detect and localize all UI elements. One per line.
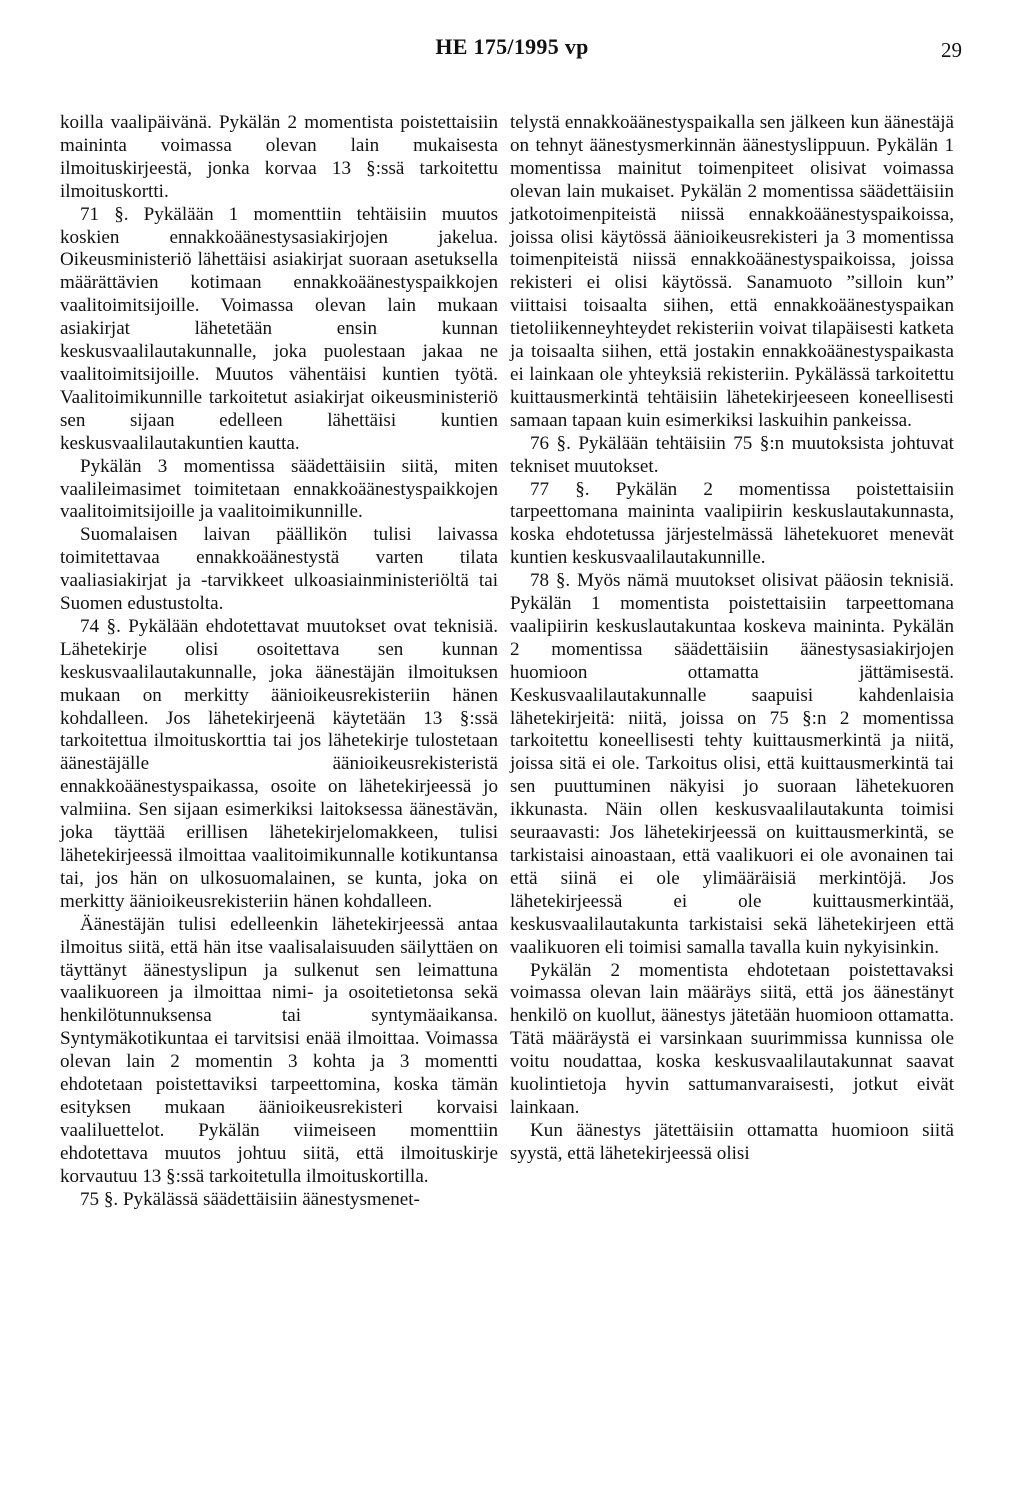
paragraph: 74 §. Pykälään ehdotettavat muutokset ovat teknisiä. Lähetekirje olisi osoitettava sen kunnan keskusvaalilautakunnalle, joka äänestäjän ilmoituksen mukaan on merkitty äänioikeusrekisteriin hänen kohdalleen. Jos lähetekirjeenä käytetään 13 §:ssä tarkoitettua ilmoituskorttia tai jos lähetekirje tulostetaan äänestäjälle äänioikeusrekisteristä ennakkoäänestyspaikassa, osoite on lähetekirjeessä jo valmiina. Sen sijaan esimerkiksi laitoksessa äänestävän, joka täyttää erillisen lähetekirjelomakkeen, tulisi lähetekirjeessä ilmoittaa vaalitoimikunnalle kotikuntansa tai, jos hän on ulkosuomalainen, se kunta, joka on merkitty äänioikeusrekisteriin hänen kohdalleen. [60, 615, 498, 912]
document-id: HE 175/1995 vp [435, 34, 589, 59]
paragraph: Pykälän 3 momentissa säädettäisiin siitä, miten vaalileimasimet toimitetaan ennakkoäänestyspaikkojen vaalitoimitsijoille ja vaalitoimikunnille. [60, 455, 498, 523]
page-header [0, 34, 1024, 64]
paragraph: Kun äänestys jätettäisiin ottamatta huomioon siitä syystä, että lähetekirjeessä olisi [510, 1119, 954, 1164]
paragraph: 75 §. Pykälässä säädettäisiin äänestysmenet- [80, 1188, 420, 1210]
page-number: 29 [941, 38, 962, 62]
paragraph: koilla vaalipäivänä. Pykälän 2 momentista poistettaisiin maininta voimassa olevan lain mukaisesta ilmoituskirjeestä, jonka korvaa 13 §:ssä tarkoitettu ilmoituskortti. [60, 112, 498, 202]
paragraph: telystä ennakkoäänestyspaikalla sen jälkeen kun äänestäjä on tehnyt äänestysmerkinnän äänestyslippuun. Pykälän 1 momentissa mainitut toimenpiteet olisivat voimassa olevan lain mukaiset. Pykälän 2 momentissa säädettäisiin jatkotoimenpiteistä niissä ennakkoäänestyspaikoissa, joissa olisi käytössä äänioikeusrekisteri ja 3 momentissa toimenpiteistä niissä ennakkoäänestyspaikoissa, joissa rekisteri ei olisi käytössä. Sanamuoto ”silloin kun” viittaisi toisaalta siihen, että ennakkoäänestyspaikan tietoliikenneyhteydet rekisteriin voivat tilapäisesti katketa ja toisaalta siihen, että jostakin ennakkoäänestyspaikasta ei lainkaan ole yhteyksiä rekisteriin. Pykälässä tarkoitettu kuittausmerkintä tehtäisiin lähetekirjeeseen koneellisesti samaan tapaan kuin esimerkiksi laskuihin pankeissa. [510, 112, 954, 431]
right-column [510, 112, 954, 1166]
paragraph: 76 §. Pykälään tehtäisiin 75 §:n muutoksista johtuvat tekniset muutokset. [510, 432, 954, 477]
paragraph: Äänestäjän tulisi edelleenkin lähetekirjeessä antaa ilmoitus siitä, että hän itse vaalisalaisuuden säilyttäen on täyttänyt äänestyslipun ja sulkenut sen leimattuna vaalikuoreen ja ilmoittaa nimi- ja osoitetietonsa sekä henkilötunnuksensa tai syntymäaikansa. Syntymäkotikuntaa ei tarvitsisi enää ilmoittaa. Voimassa olevan lain 2 momentin 3 kohta ja 3 momentti ehdotetaan poistettaviksi tarpeettomina, koska tämän esityksen mukaan äänioikeusrekisteri korvaisi vaaliluettelot. Pykälän viimeiseen momenttiin ehdotettava muutos johtuu siitä, että ilmoituskirje korvautuu 13 §:ssä tarkoitetulla ilmoituskortilla. [60, 913, 498, 1187]
paragraph: 71 §. Pykälään 1 momenttiin tehtäisiin muutos koskien ennakkoäänestysasiakirjojen jakelua. Oikeusministeriö lähettäisi asiakirjat suoraan asetuksella määrättävien kotimaan ennakkoäänestyspaikkojen vaalitoimitsijoille. Voimassa olevan lain mukaan asiakirjat lähetetään ensin kunnan keskusvaalilautakunnalle, joka puolestaan jakaa ne vaalitoimitsijoille. Muutos vähentäisi kuntien työtä. Vaalitoimikunnille tarkoitetut asiakirjat oikeusministeriö sen sijaan edelleen lähettäisi kuntien keskusvaalilautakuntien kautta. [60, 203, 498, 454]
paragraph: Suomalaisen laivan päällikön tulisi laivassa toimitettavaa ennakkoäänestystä varten tilata vaaliasiakirjat ja -tarvikkeet ulkoasiainministeriöltä tai Suomen edustustolta. [60, 524, 498, 615]
left-column [60, 112, 498, 1212]
paragraph: Pykälän 2 momentista ehdotetaan poistettavaksi voimassa olevan lain määräys siitä, että jos äänestänyt henkilö on kuollut, äänestys jätetään huomioon ottamatta. Tätä määräystä ei varsinkaan suurimmissa kunnissa ole voitu noudattaa, koska keskusvaalilautakunnat saavat kuolintietoja hyvin sattumanvaraisesti, jotkut eivät lainkaan. [510, 959, 954, 1118]
paragraph: 77 §. Pykälän 2 momentissa poistettaisiin tarpeettomana maininta vaalipiirin keskuslautakunnasta, koska ehdotetussa järjestelmässä lähetekuoret menevät kuntien keskusvaalilautakunnille. [510, 478, 954, 569]
paragraph: 78 §. Myös nämä muutokset olisivat pääosin teknisiä. Pykälän 1 momentista poistettaisiin tarpeettomana vaalipiirin keskuslautakuntaa koskeva maininta. Pykälän 2 momentissa säädettäisiin äänestysasiakirjojen huomioon ottamatta jättämisestä. Keskusvaalilautakunnalle saapuisi kahdenlaisia lähetekirjeitä: niitä, joissa on 75 §:n 2 momentissa tarkoitettu koneellisesti tehty kuittausmerkintä ja niitä, joissa sitä ei ole. Tarkoitus olisi, että kuittausmerkintä tai sen puuttuminen näkyisi jo suoraan lähetekuoren ikkunasta. Näin ollen keskusvaalilautakunta toimisi seuraavasti: Jos lähetekirjeessä on kuittausmerkintä, se tarkistaisi ainoastaan, että vaalikuori ei ole avonainen tai että siinä ei ole ylimääräisiä merkintöjä. Jos lähetekirjeessä ei ole kuittausmerkintää, keskusvaalilautakunta tarkistaisi sekä lähetekirjeen että vaalikuoren eli toimisi samalla tavalla kuin nykyisinkin. [510, 570, 954, 958]
